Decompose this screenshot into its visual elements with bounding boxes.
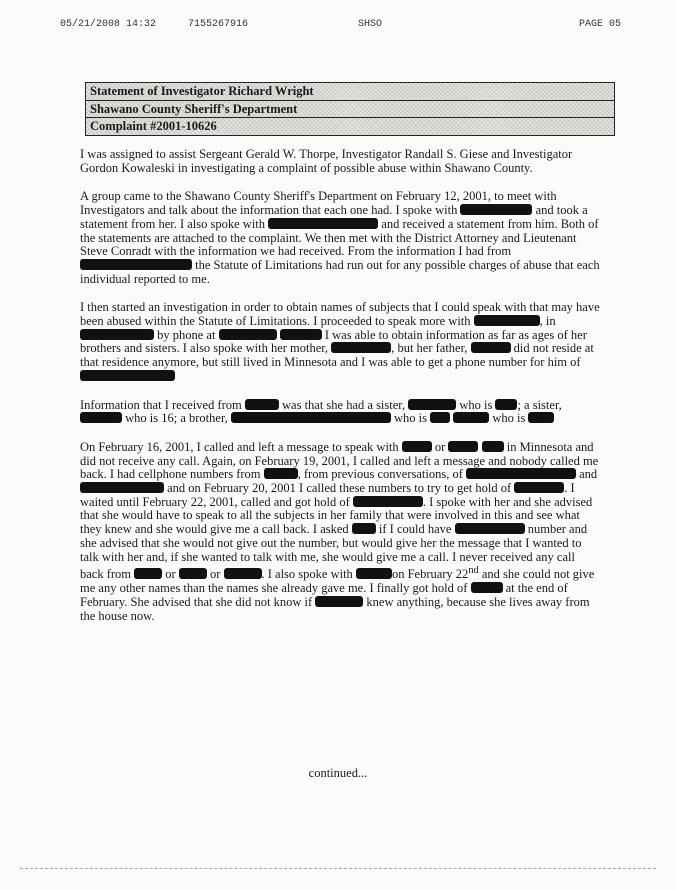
redaction — [471, 582, 503, 593]
fax-header — [60, 19, 621, 35]
redaction — [264, 468, 298, 479]
fax-page: PAGE 05 — [578, 19, 621, 30]
redaction — [80, 412, 122, 423]
fax-sender: SHSO — [358, 19, 383, 30]
redaction — [80, 482, 164, 493]
redaction — [460, 204, 532, 215]
redaction — [402, 441, 432, 452]
continued-note: continued... — [308, 766, 368, 780]
redaction — [280, 329, 322, 340]
redaction — [466, 468, 576, 479]
redaction — [80, 329, 154, 340]
paragraph-1: I was assigned to assist Sergeant Gerald W. Thorpe, Investigator Randall S. Giese and Investigator Gordon Kowaleski in investigating a complaint of possible abuse within Shawano County. — [80, 147, 573, 175]
complaint-number: Complaint #2001-10626 — [86, 117, 614, 135]
redaction — [179, 568, 207, 579]
statement-title: Statement of Investigator Richard Wright — [86, 83, 614, 100]
redaction — [219, 329, 277, 340]
redaction — [245, 399, 279, 410]
ordinal-suffix: nd — [468, 565, 479, 577]
redaction — [408, 399, 456, 410]
redaction — [430, 412, 450, 423]
redaction — [80, 370, 175, 381]
redaction — [356, 568, 392, 579]
redaction — [471, 342, 511, 353]
paragraph-3: I then started an investigation in order to obtain names of subjects that I could speak with that may have been abused within the Statute of Limitations. I proceeded to speak more with , in by phone at I was able to obtain information as far as ages of her brothers and sisters. I also spoke with her mother, , but her father, did not reside at that residence anymore, but still lived in Minnesota and I was able to get a phone number for him of — [80, 301, 600, 383]
fax-number: 7155267916 — [188, 19, 249, 30]
redaction — [331, 342, 391, 353]
redaction — [268, 218, 378, 229]
redaction — [224, 568, 262, 579]
department-name: Shawano County Sheriff's Department — [86, 100, 614, 118]
redaction — [495, 399, 517, 410]
fax-datetime: 05/21/2008 14:32 — [60, 19, 157, 30]
redaction — [134, 568, 162, 579]
redaction — [455, 523, 525, 534]
redaction — [528, 412, 554, 423]
redaction — [353, 496, 423, 507]
redaction — [514, 482, 564, 493]
redaction — [231, 412, 391, 423]
paragraph-2: A group came to the Shawano County Sheriff's Department on February 12, 2001, to meet with Investigators and talk about the information that each one had. I spoke with and took a statement from her. I also spoke with and received a statement from him. Both of the statements are attached to the complaint. We then met with the District Attorney and Lieutenant Steve Conradt with the information we had received. From the information I had from the Statute of Limitations had run out for any possible charges of abuse that each individual reported to me. — [80, 189, 600, 286]
redaction — [80, 259, 192, 270]
redaction — [453, 412, 489, 423]
redaction — [315, 596, 363, 607]
redaction — [474, 315, 540, 326]
redaction — [448, 441, 478, 452]
redaction — [352, 523, 376, 534]
paragraph-5: On February 16, 2001, I called and left a message to speak with or in Minnesota and did not receive any call. Again, on February 19, 2001, I called and left a message and nobody called me back. I had cellphone numbers from , from previous conversations, of and and on February 20, 2001 I called these numbers to try to get hold of . I waited until February 22, 2001, called and got hold of . I spoke with her and she advised that she would have to speak to all the subjects in her family that were involved in this and see what they knew and she would give me a call back. I asked if I could have number and she advised that she would not give out the number, but would give her the message that I wanted to talk with her and, if she wanted to talk with me, she would give me a call. I never received any call back from or or . I also spoke with on February 22nd and she could not give me any other names than the names she already gave me. I finally got hold of at the end of February. She advised that she did not know if knew anything, because she lives away from the house now. — [80, 439, 599, 623]
statement-header-box — [85, 82, 615, 136]
paragraph-4: Information that I received from was that she had a sister, who is ; a sister, who is 16; a brother, who is who is — [80, 397, 562, 426]
statement-body — [80, 148, 600, 638]
redaction — [482, 441, 504, 452]
scan-edge-noise — [20, 868, 656, 870]
